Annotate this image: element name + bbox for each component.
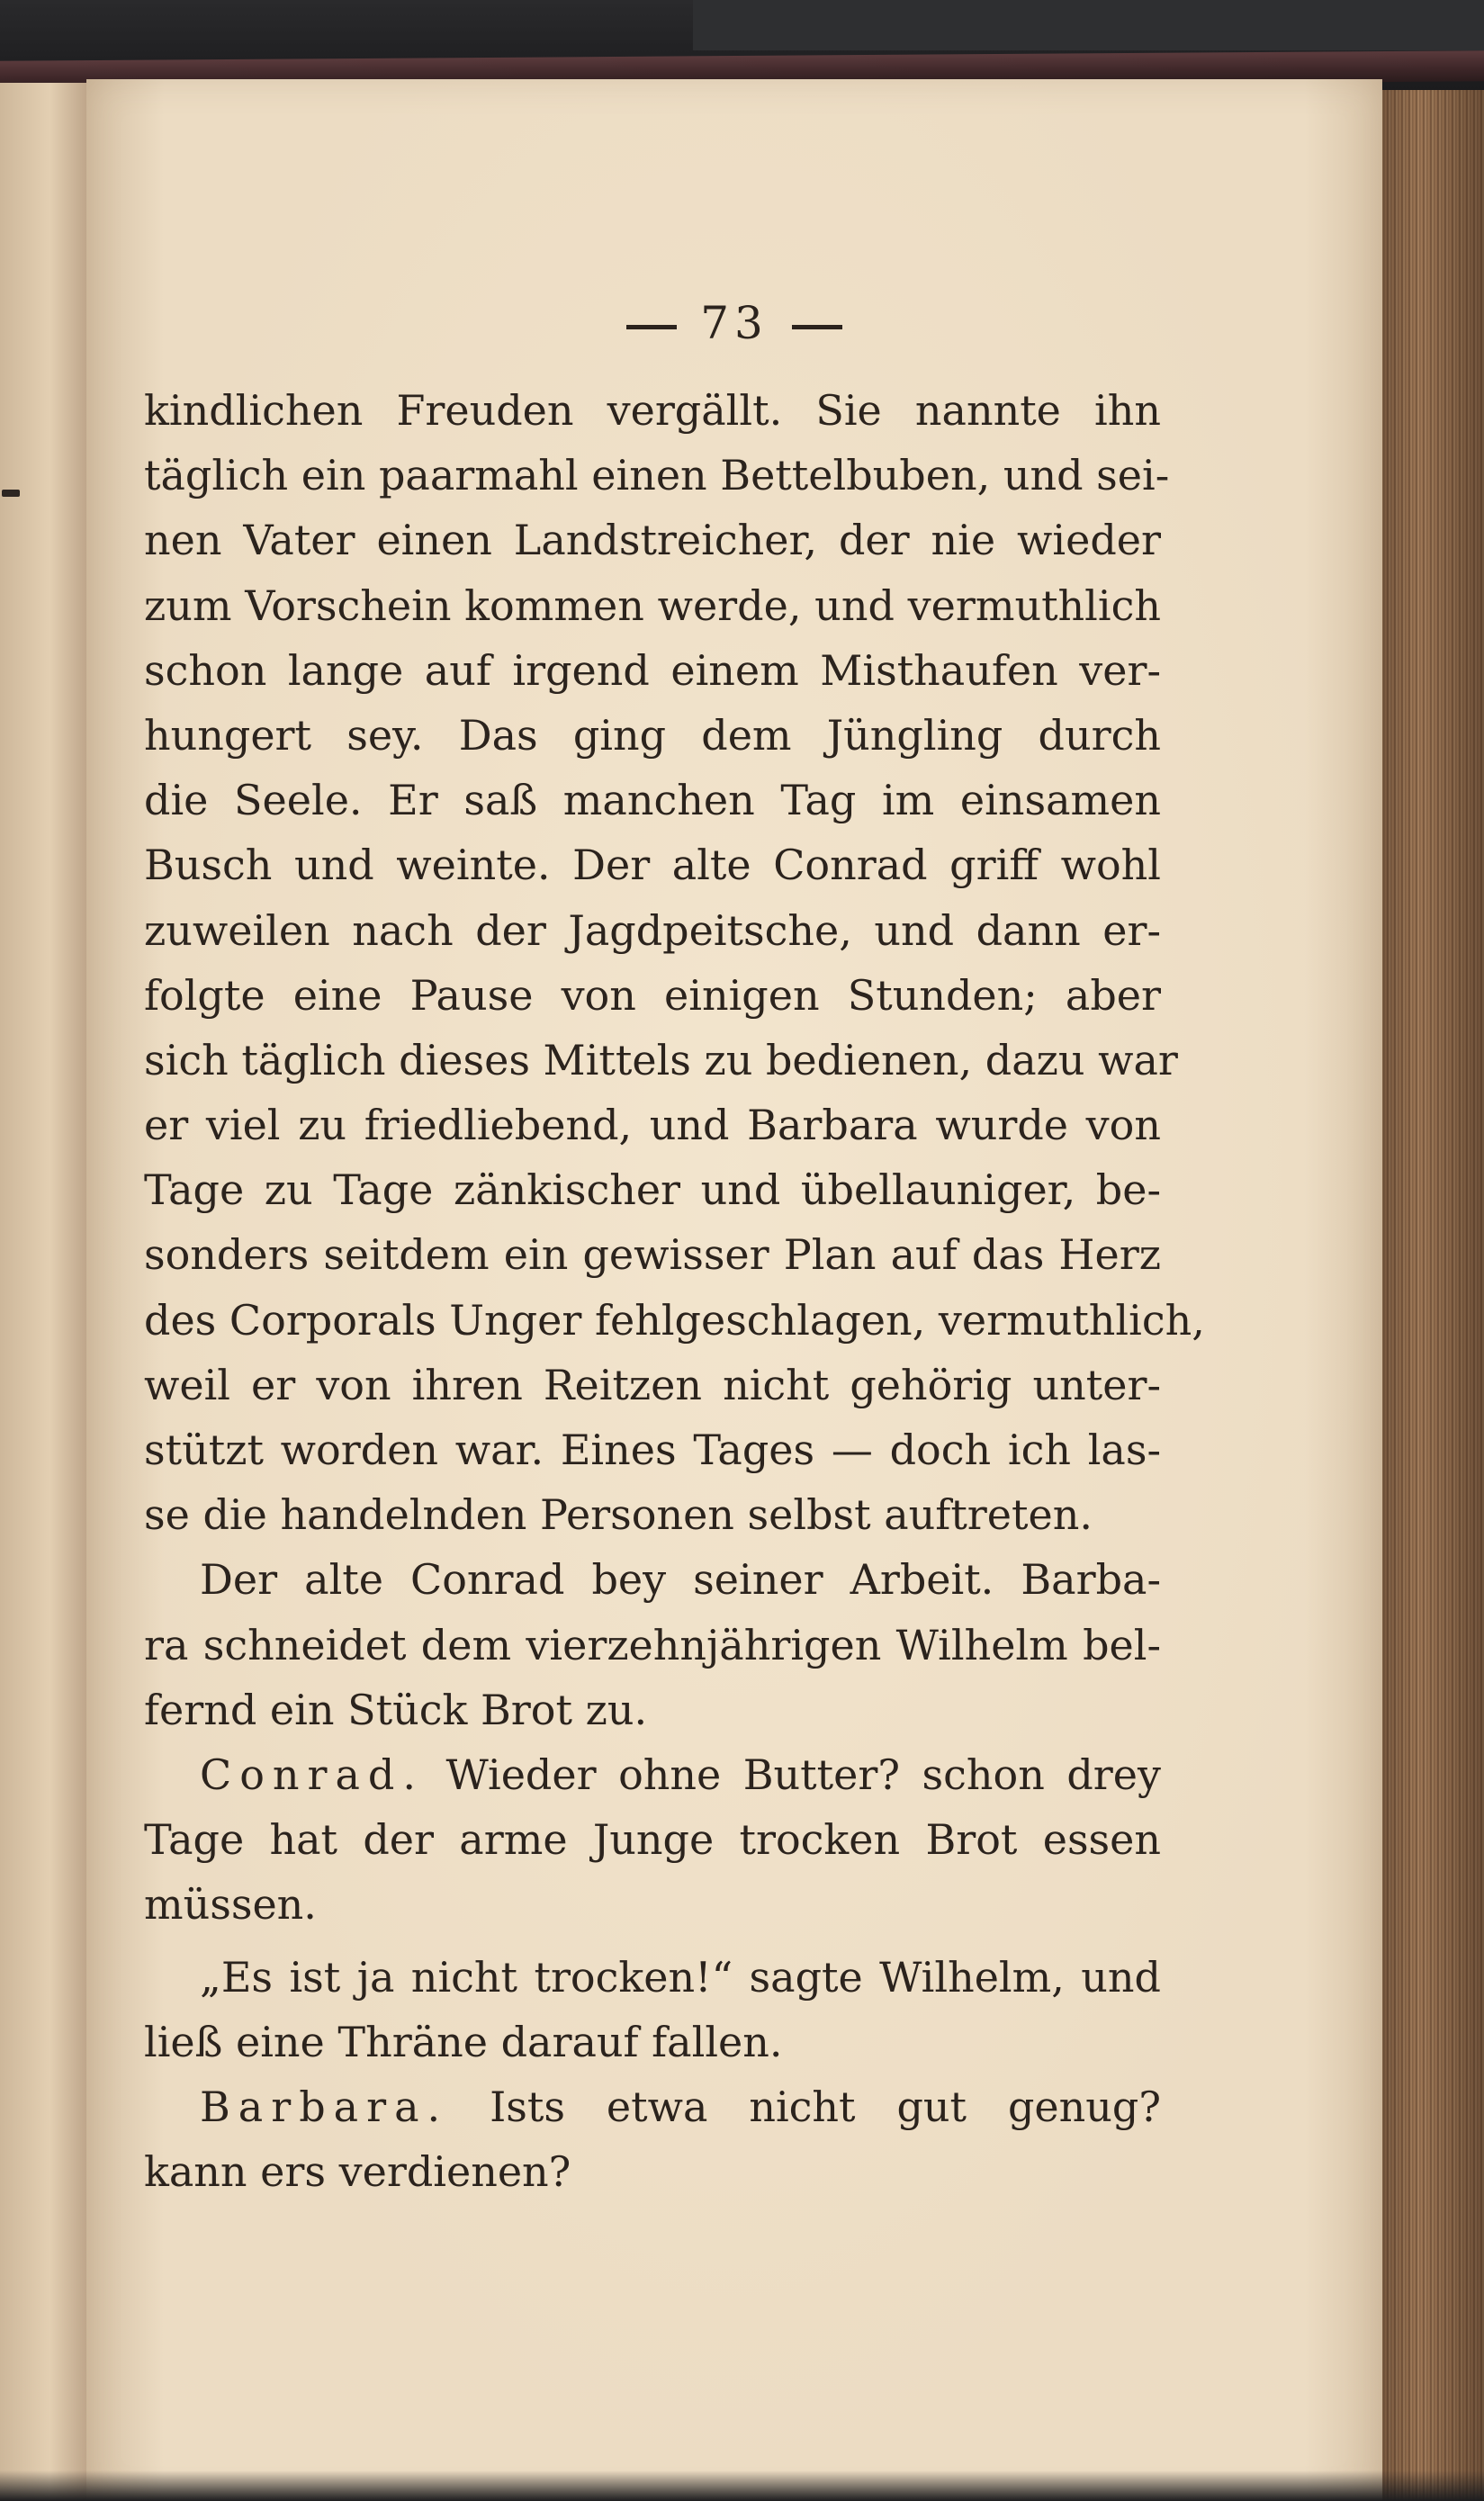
page-block-shade: [1377, 90, 1484, 2501]
background-block: [693, 0, 1484, 50]
text-line: er viel zu friedliebend, und Barbara wurde von: [144, 1101, 1161, 1150]
dialogue-line: [144, 1742, 1161, 1807]
text-line: die Seele. Er saß manchen Tag im einsamen: [144, 776, 1161, 825]
text-line: fernd ein Stück Brot zu.: [144, 1685, 648, 1734]
text-line: müssen.: [144, 1880, 317, 1930]
header-dash-left: [626, 325, 677, 329]
text-line: sich täglich dieses Mittels zu bedienen, dazu war: [144, 1035, 1178, 1084]
text-line: stützt worden war. Eines Tages — doch ich las-: [144, 1426, 1161, 1474]
dialogue-text: Wieder ohne Butter? schon drey: [445, 1750, 1161, 1799]
text-line: zuweilen nach der Jagdpeitsche, und dann er-: [144, 905, 1161, 955]
text-line: zum Vorschein kommen werde, und vermuthlich: [144, 580, 1161, 630]
speaker-name: Barbara.: [200, 2082, 449, 2131]
text-line: folgte eine Pause von einigen Stunden; aber: [144, 970, 1161, 1020]
header-dash-right: [792, 325, 842, 329]
dialogue-text: Ists etwa nicht gut genug?: [490, 2082, 1162, 2131]
text-line: kann ers verdienen?: [144, 2147, 571, 2197]
text-line: Der alte Conrad bey seiner Arbeit. Barba-: [200, 1555, 1161, 1605]
text-line: sonders seitdem ein gewisser Plan auf das Herz: [144, 1230, 1161, 1280]
previous-page-mark: [2, 490, 20, 497]
page-number: 73: [700, 297, 769, 349]
text-line: weil er von ihren Reitzen nicht gehörig unter-: [144, 1360, 1161, 1409]
speaker-name: Conrad.: [200, 1750, 424, 1799]
text-line: schon lange auf irgend einem Misthaufen ver-: [144, 645, 1161, 695]
text-line: ra schneidet dem vierzehnjährigen Wilhelm bel-: [144, 1620, 1161, 1669]
text-line: „Es ist ja nicht trocken!“ sagte Wilhelm, und: [200, 1952, 1161, 2002]
text-line: ließ eine Thräne darauf fallen.: [144, 2017, 783, 2066]
page-header: [86, 297, 1382, 349]
text-line: nen Vater einen Landstreicher, der nie wieder: [144, 516, 1161, 565]
background-bottom: [0, 2470, 1484, 2501]
text-line: Busch und weinte. Der alte Conrad griff wohl: [144, 841, 1161, 890]
dialogue-line: [144, 2074, 1161, 2139]
text-line: hungert sey. Das ging dem Jüngling durch: [144, 710, 1161, 760]
text-line: Tage hat der arme Junge trocken Brot essen: [144, 1815, 1161, 1865]
page-text: [144, 378, 1205, 2204]
text-line: se die handelnden Personen selbst auftreten.: [144, 1490, 1093, 1540]
text-line: kindlichen Freuden vergällt. Sie nannte ihn: [144, 386, 1161, 435]
text-line: Tage zu Tage zänkischer und übellauniger, be-: [144, 1165, 1161, 1215]
text-line: des Corporals Unger fehlgeschlagen, vermuthlich,: [144, 1295, 1205, 1345]
previous-page-edge: [0, 83, 90, 2501]
text-line: täglich ein paarmahl einen Bettelbuben, und sei-: [144, 451, 1170, 500]
